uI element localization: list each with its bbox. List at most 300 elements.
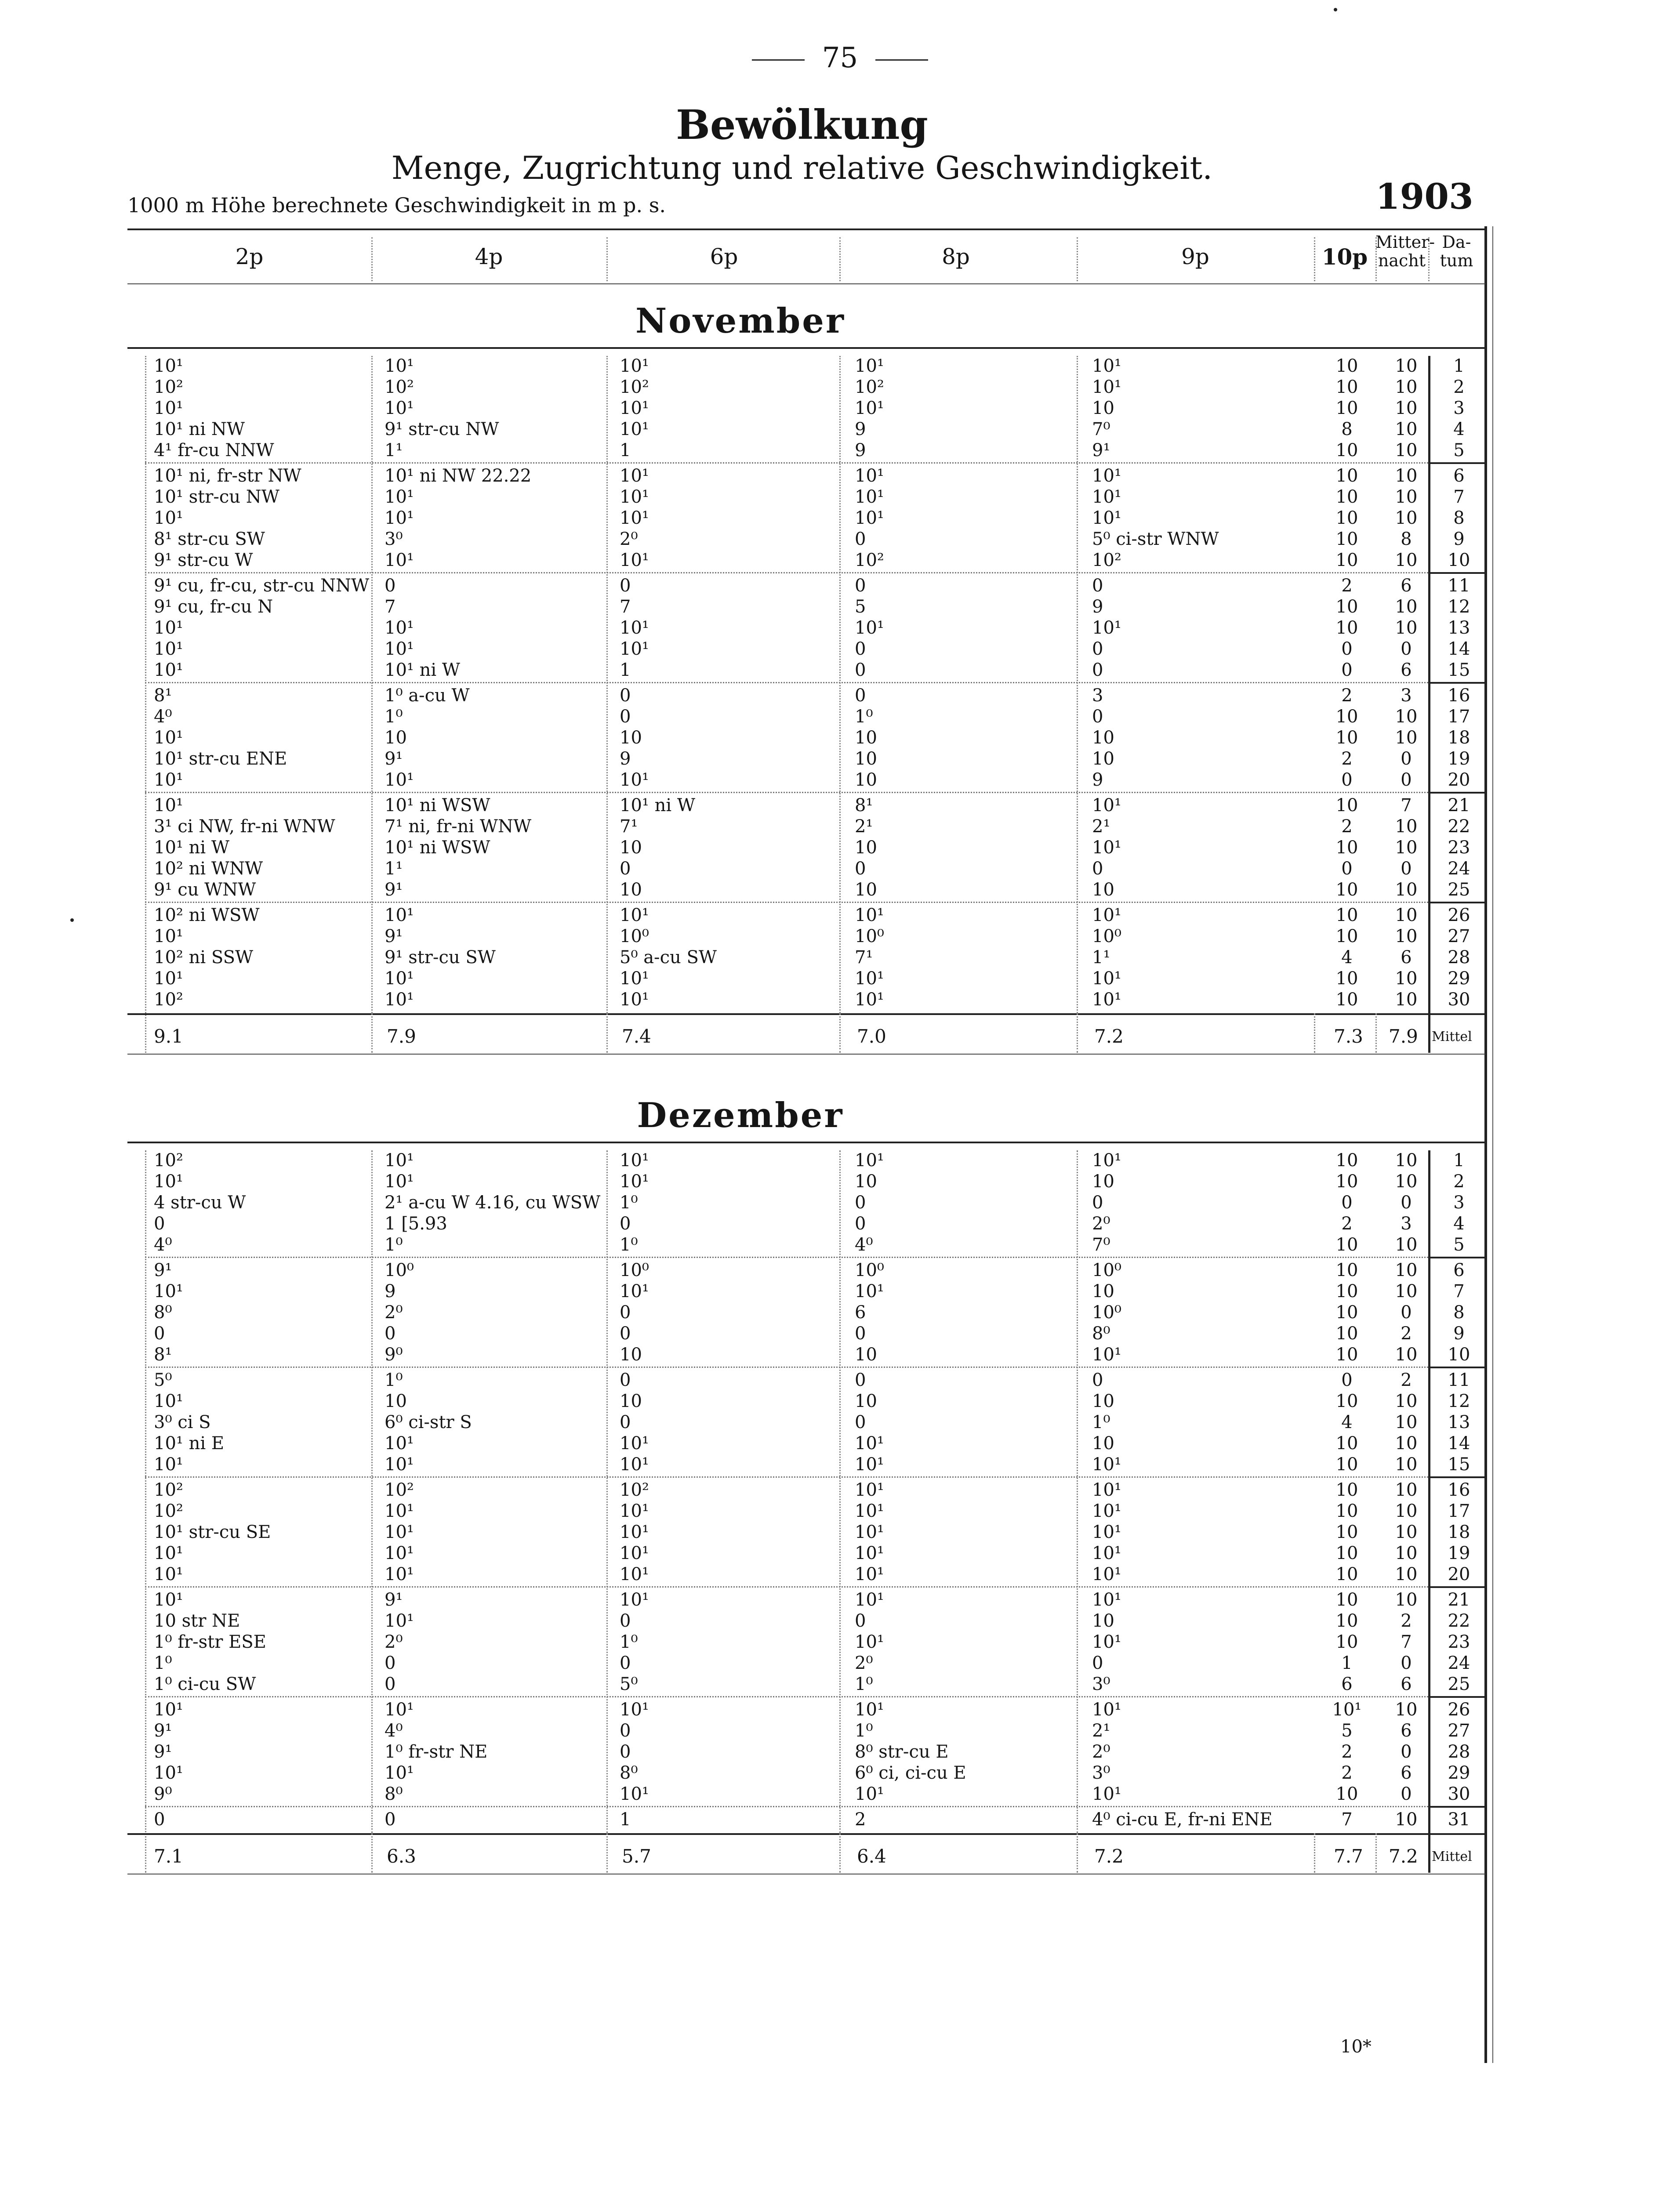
date: 16 xyxy=(1448,1480,1470,1500)
column-divider xyxy=(1077,1013,1078,1053)
cloud-cell: 10¹ xyxy=(385,1454,414,1475)
cloud-cell: 10 xyxy=(855,1391,877,1411)
month-rule xyxy=(127,1142,1485,1143)
monthly-mean: 7.2 xyxy=(1094,1845,1124,1867)
column-divider xyxy=(1077,1833,1078,1873)
cloud-10p: 8 xyxy=(1341,419,1353,439)
cloud-cell: 10¹ xyxy=(855,356,884,376)
date: 30 xyxy=(1448,990,1470,1010)
cloud-cell: 10¹ xyxy=(620,639,649,659)
cloud-10p: 4 xyxy=(1341,1412,1353,1432)
cloud-midnight: 7 xyxy=(1401,1632,1412,1652)
cloud-cell: 10¹ xyxy=(855,1564,884,1584)
cloud-cell: 2¹ xyxy=(1092,816,1110,837)
cloud-cell: 10¹ ni, fr-str NW xyxy=(154,466,301,486)
cloud-cell: 10¹ xyxy=(154,728,183,748)
date: 13 xyxy=(1448,1412,1470,1432)
cloud-cell: 10¹ xyxy=(385,905,414,925)
column-divider xyxy=(839,1150,841,1833)
pentad-divider-date xyxy=(1428,1696,1485,1698)
cloud-cell: 10² ni SSW xyxy=(154,947,254,968)
cloud-midnight: 0 xyxy=(1401,770,1412,790)
cloud-cell: 1⁰ xyxy=(385,1370,403,1390)
year: 1903 xyxy=(1375,176,1473,217)
date: 2 xyxy=(1453,1171,1465,1192)
cloud-cell: 10² xyxy=(855,550,884,570)
cloud-midnight: 2 xyxy=(1401,1370,1412,1390)
cloud-cell: 10¹ xyxy=(154,926,183,946)
cloud-10p: 10 xyxy=(1335,968,1358,989)
date: 3 xyxy=(1453,1193,1465,1213)
cloud-cell: 2⁰ xyxy=(1092,1214,1110,1234)
cloud-cell: 10¹ xyxy=(1092,1700,1121,1720)
cloud-cell: 10¹ xyxy=(620,990,649,1010)
date: 22 xyxy=(1448,1611,1470,1631)
cloud-cell: 10 xyxy=(1092,728,1114,748)
cloud-cell: 4 str-cu W xyxy=(154,1193,246,1213)
cloud-10p: 10 xyxy=(1335,1480,1358,1500)
height-note: 1000 m Höhe berechnete Geschwindigkeit in m p. s. xyxy=(127,193,666,217)
pentad-divider-date xyxy=(1428,1367,1485,1368)
cloud-cell: 2⁰ xyxy=(1092,1742,1110,1762)
cloud-cell: 10¹ xyxy=(1092,905,1121,925)
cloud-cell: 10¹ xyxy=(620,1171,649,1192)
cloud-10p: 2 xyxy=(1341,749,1353,769)
cloud-cell: 10⁰ xyxy=(620,926,649,946)
cloud-cell: 10¹ ni W xyxy=(154,837,230,858)
pentad-divider-date xyxy=(1428,1257,1485,1258)
cloud-cell: 10¹ xyxy=(154,398,183,418)
cloud-cell: 10¹ xyxy=(855,508,884,528)
cloud-cell: 10⁰ xyxy=(1092,1260,1121,1280)
date: 2 xyxy=(1453,377,1465,397)
monthly-mean: 6.3 xyxy=(387,1845,416,1867)
cloud-cell: 10¹ xyxy=(154,508,183,528)
date: 7 xyxy=(1453,1281,1465,1302)
cloud-cell: 4⁰ xyxy=(154,1235,172,1255)
cloud-cell: 10⁰ xyxy=(620,1260,649,1280)
cloud-cell: 0 xyxy=(855,576,866,596)
cloud-cell: 10¹ xyxy=(154,1543,183,1563)
monthly-mean: 7.1 xyxy=(154,1845,183,1867)
cloud-midnight: 10 xyxy=(1395,1260,1418,1280)
cloud-midnight: 10 xyxy=(1395,508,1418,528)
cloud-cell: 10² xyxy=(1092,550,1121,570)
cloud-cell: 0 xyxy=(620,1412,631,1432)
cloud-10p: 6 xyxy=(1341,1674,1353,1694)
cloud-cell: 10¹ xyxy=(1092,1480,1121,1500)
cloud-10p: 10 xyxy=(1335,880,1358,900)
cloud-midnight: 0 xyxy=(1401,749,1412,769)
monthly-mean-10p: 7.3 xyxy=(1334,1026,1363,1047)
pentad-divider xyxy=(145,462,1428,464)
pentad-divider-date xyxy=(1428,902,1485,903)
cloud-cell: 1⁰ xyxy=(620,1632,638,1652)
cloud-cell: 10¹ xyxy=(1092,968,1121,989)
cloud-cell: 7¹ xyxy=(620,816,638,837)
cloud-cell: 1⁰ xyxy=(154,1653,172,1673)
cloud-cell: 6 xyxy=(855,1302,866,1323)
cloud-cell: 10¹ xyxy=(385,1150,414,1171)
cloud-cell: 1⁰ xyxy=(620,1235,638,1255)
cloud-cell: 10¹ xyxy=(620,550,649,570)
cloud-cell: 10¹ xyxy=(1092,466,1121,486)
monthly-mean-midnight: 7.9 xyxy=(1389,1026,1418,1047)
cloud-midnight: 10 xyxy=(1395,1590,1418,1610)
column-divider xyxy=(371,1013,373,1053)
cloud-cell: 10¹ xyxy=(385,1700,414,1720)
date: 24 xyxy=(1448,859,1470,879)
cloud-10p: 10 xyxy=(1335,728,1358,748)
cloud-cell: 9¹ str-cu SW xyxy=(385,947,496,968)
date: 26 xyxy=(1448,905,1470,925)
cloud-cell: 1⁰ xyxy=(620,1193,638,1213)
cloud-midnight: 10 xyxy=(1395,1150,1418,1171)
cloud-cell: 10 xyxy=(620,837,642,858)
cloud-cell: 10¹ xyxy=(855,1501,884,1521)
date: 29 xyxy=(1448,968,1470,989)
cloud-10p: 10 xyxy=(1335,1260,1358,1280)
cloud-cell: 10¹ xyxy=(1092,1784,1121,1804)
cloud-10p: 10 xyxy=(1335,529,1358,549)
cloud-cell: 10¹ xyxy=(1092,618,1121,638)
cloud-cell: 10¹ ni W xyxy=(620,795,696,816)
cloud-cell: 0 xyxy=(1092,1193,1103,1213)
cloud-midnight: 10 xyxy=(1395,880,1418,900)
cloud-cell: 10¹ ni E xyxy=(154,1433,225,1454)
cloud-cell: 10 xyxy=(620,1345,642,1365)
cloud-cell: 10¹ xyxy=(855,1784,884,1804)
cloud-cell: 0 xyxy=(855,1323,866,1344)
cloud-cell: 7 xyxy=(385,597,396,617)
cloud-midnight: 10 xyxy=(1395,1171,1418,1192)
cloud-cell: 0 xyxy=(385,1653,396,1673)
cloud-midnight: 0 xyxy=(1401,1653,1412,1673)
cloud-10p: 5 xyxy=(1341,1721,1353,1741)
page-subtitle: Menge, Zugrichtung und relative Geschwindigkeit. xyxy=(391,149,1213,186)
date: 15 xyxy=(1448,1454,1470,1475)
cloud-cell: 10² xyxy=(154,1150,183,1171)
cloud-cell: 0 xyxy=(1092,576,1103,596)
cloud-cell: 3⁰ xyxy=(1092,1674,1110,1694)
cloud-10p: 10 xyxy=(1335,377,1358,397)
date: 27 xyxy=(1448,926,1470,946)
cloud-cell: 10¹ xyxy=(385,1763,414,1783)
cloud-cell: 10¹ xyxy=(855,968,884,989)
cloud-cell: 10¹ xyxy=(620,398,649,418)
footer-note: 10* xyxy=(1340,2037,1372,2057)
cloud-cell: 4⁰ ci-cu E, fr-ni ENE xyxy=(1092,1809,1273,1830)
cloud-cell: 0 xyxy=(620,1721,631,1741)
cloud-midnight: 10 xyxy=(1395,466,1418,486)
column-header-9p: 9p xyxy=(1181,244,1209,269)
cloud-midnight: 3 xyxy=(1401,685,1412,706)
header-rule-bottom xyxy=(127,283,1485,284)
cloud-cell: 3 xyxy=(1092,685,1103,706)
cloud-cell: 9¹ xyxy=(385,880,403,900)
cloud-cell: 1¹ xyxy=(1092,947,1110,968)
column-divider xyxy=(1375,1013,1377,1053)
cloud-10p: 10 xyxy=(1335,707,1358,727)
pentad-divider xyxy=(145,1476,1428,1478)
cloud-cell: 10¹ xyxy=(620,905,649,925)
cloud-cell: 10¹ xyxy=(620,1543,649,1563)
cloud-cell: 10² xyxy=(855,377,884,397)
cloud-cell: 10¹ xyxy=(154,1590,183,1610)
cloud-cell: 10 xyxy=(855,749,877,769)
date: 27 xyxy=(1448,1721,1470,1741)
cloud-cell: 10¹ xyxy=(620,356,649,376)
column-divider xyxy=(145,356,146,1053)
cloud-cell: 1⁰ xyxy=(855,1674,873,1694)
cloud-cell: 0 xyxy=(1092,1370,1103,1390)
page-number xyxy=(0,42,1680,74)
cloud-cell: 10¹ xyxy=(1092,356,1121,376)
date: 8 xyxy=(1453,508,1465,528)
cloud-cell: 10¹ xyxy=(385,618,414,638)
pentad-divider-date xyxy=(1428,462,1485,464)
cloud-cell: 8⁰ xyxy=(1092,1323,1110,1344)
cloud-midnight: 10 xyxy=(1395,1809,1418,1830)
cloud-cell: 10¹ xyxy=(154,795,183,816)
cloud-midnight: 6 xyxy=(1401,1674,1412,1694)
cloud-cell: 10¹ ni W xyxy=(385,660,461,680)
column-divider xyxy=(145,1150,146,1873)
pentad-divider xyxy=(145,1696,1428,1697)
cloud-cell: 10¹ xyxy=(385,1171,414,1192)
cloud-midnight: 10 xyxy=(1395,377,1418,397)
cloud-cell: 10¹ xyxy=(385,1501,414,1521)
cloud-cell: 0 xyxy=(620,1302,631,1323)
cloud-midnight: 3 xyxy=(1401,1214,1412,1234)
pentad-divider xyxy=(145,1367,1428,1368)
date: 19 xyxy=(1448,749,1470,769)
cloud-10p: 10 xyxy=(1335,1632,1358,1652)
cloud-cell: 10¹ xyxy=(855,1590,884,1610)
date: 4 xyxy=(1453,419,1465,439)
cloud-midnight: 0 xyxy=(1401,639,1412,659)
cloud-midnight: 10 xyxy=(1395,707,1418,727)
cloud-cell: 10¹ xyxy=(620,618,649,638)
cloud-10p: 10 xyxy=(1335,1501,1358,1521)
cloud-cell: 5⁰ a-cu SW xyxy=(620,947,717,968)
cloud-cell: 10¹ ni WSW xyxy=(385,795,490,816)
date: 20 xyxy=(1448,1564,1470,1584)
cloud-10p: 10 xyxy=(1335,990,1358,1010)
date: 9 xyxy=(1453,1323,1465,1344)
cloud-cell: 10¹ xyxy=(1092,1345,1121,1365)
cloud-10p: 10 xyxy=(1335,1611,1358,1631)
cloud-midnight: 10 xyxy=(1395,550,1418,570)
cloud-cell: 1⁰ fr-str NE xyxy=(385,1742,488,1762)
cloud-cell: 10¹ xyxy=(154,1281,183,1302)
column-header-8p: 8p xyxy=(942,244,970,269)
cloud-midnight: 2 xyxy=(1401,1611,1412,1631)
cloud-cell: 1⁰ ci-cu SW xyxy=(154,1674,256,1694)
cloud-cell: 10 xyxy=(855,770,877,790)
cloud-cell: 0 xyxy=(620,576,631,596)
cloud-cell: 10² ni WSW xyxy=(154,905,260,925)
date: 11 xyxy=(1448,576,1470,596)
cloud-cell: 10¹ xyxy=(855,618,884,638)
cloud-cell: 10² xyxy=(154,377,183,397)
cloud-cell: 10¹ xyxy=(1092,508,1121,528)
cloud-cell: 10¹ xyxy=(1092,1543,1121,1563)
cloud-midnight: 10 xyxy=(1395,1522,1418,1542)
cloud-cell: 10¹ xyxy=(1092,990,1121,1010)
date: 20 xyxy=(1448,770,1470,790)
cloud-cell: 10¹ xyxy=(385,1522,414,1542)
cloud-cell: 5⁰ xyxy=(154,1370,172,1390)
cloud-10p: 7 xyxy=(1341,1809,1353,1830)
column-header-6p: 6p xyxy=(710,244,738,269)
cloud-cell: 0 xyxy=(1092,1653,1103,1673)
cloud-cell: 10¹ xyxy=(385,1543,414,1563)
cloud-cell: 10 xyxy=(855,1171,877,1192)
cloud-cell: 0 xyxy=(154,1214,165,1234)
column-divider xyxy=(371,1150,373,1833)
table-frame-right xyxy=(1484,226,1487,2063)
cloud-cell: 6⁰ ci-str S xyxy=(385,1412,472,1432)
cloud-cell: 1⁰ fr-str ESE xyxy=(154,1632,266,1652)
cloud-cell: 3¹ ci NW, fr-ni WNW xyxy=(154,816,335,837)
cloud-midnight: 10 xyxy=(1395,1564,1418,1584)
cloud-cell: 7⁰ xyxy=(1092,419,1110,439)
cloud-cell: 4¹ fr-cu NNW xyxy=(154,440,274,460)
cloud-cell: 1⁰ xyxy=(385,707,403,727)
cloud-10p: 10 xyxy=(1335,1150,1358,1171)
cloud-cell: 10¹ xyxy=(855,1433,884,1454)
cloud-cell: 7 xyxy=(620,597,631,617)
column-divider xyxy=(839,1833,841,1873)
cloud-cell: 10¹ xyxy=(154,1171,183,1192)
cloud-cell: 0 xyxy=(620,1742,631,1762)
column-divider xyxy=(606,1013,608,1053)
cloud-10p: 10 xyxy=(1335,398,1358,418)
cloud-cell: 0 xyxy=(1092,859,1103,879)
cloud-cell: 10¹ xyxy=(620,1281,649,1302)
cloud-midnight: 0 xyxy=(1401,1193,1412,1213)
cloud-cell: 0 xyxy=(855,1412,866,1432)
date: 5 xyxy=(1453,440,1465,460)
cloud-cell: 2¹ xyxy=(855,816,873,837)
cloud-cell: 10¹ xyxy=(385,1611,414,1631)
monthly-mean: 5.7 xyxy=(622,1845,651,1867)
cloud-cell: 10¹ xyxy=(1092,487,1121,507)
cloud-cell: 10¹ xyxy=(620,1501,649,1521)
cloud-cell: 9⁰ xyxy=(385,1345,403,1365)
column-header-4p: 4p xyxy=(475,244,503,269)
cloud-cell: 10¹ xyxy=(1092,1522,1121,1542)
cloud-cell: 10¹ xyxy=(385,1433,414,1454)
date: 1 xyxy=(1453,356,1465,376)
cloud-cell: 10 xyxy=(1092,749,1114,769)
cloud-cell: 0 xyxy=(1092,660,1103,680)
cloud-cell: 3⁰ ci S xyxy=(154,1412,211,1432)
cloud-cell: 10¹ xyxy=(855,398,884,418)
cloud-10p: 0 xyxy=(1341,1193,1353,1213)
cloud-cell: 7⁰ xyxy=(1092,1235,1110,1255)
cloud-cell: 0 xyxy=(620,1611,631,1631)
cloud-midnight: 10 xyxy=(1395,1433,1418,1454)
cloud-cell: 10¹ xyxy=(385,398,414,418)
pentad-divider-date xyxy=(1428,682,1485,684)
cloud-cell: 2⁰ xyxy=(385,1632,403,1652)
cloud-cell: 0 xyxy=(855,639,866,659)
date: 8 xyxy=(1453,1302,1465,1323)
cloud-10p: 2 xyxy=(1341,685,1353,706)
cloud-midnight: 10 xyxy=(1395,1412,1418,1432)
column-header-10p: 10p xyxy=(1321,244,1368,270)
date: 11 xyxy=(1448,1370,1470,1390)
cloud-cell: 8⁰ str-cu E xyxy=(855,1742,949,1762)
cloud-cell: 10¹ xyxy=(1092,1632,1121,1652)
pentad-divider-date xyxy=(1428,1806,1485,1808)
cloud-cell: 10¹ xyxy=(620,1150,649,1171)
cloud-10p: 2 xyxy=(1341,1742,1353,1762)
cloud-cell: 10⁰ xyxy=(1092,926,1121,946)
date: 9 xyxy=(1453,529,1465,549)
cloud-midnight: 10 xyxy=(1395,1480,1418,1500)
cloud-cell: 0 xyxy=(1092,639,1103,659)
cloud-midnight: 10 xyxy=(1395,905,1418,925)
cloud-cell: 8⁰ xyxy=(385,1784,403,1804)
pentad-divider xyxy=(145,572,1428,573)
cloud-10p: 10 xyxy=(1335,1522,1358,1542)
date: 3 xyxy=(1453,398,1465,418)
cloud-cell: 10¹ ni NW 22.22 xyxy=(385,466,532,486)
cloud-10p: 10 xyxy=(1335,1433,1358,1454)
cloud-10p: 10 xyxy=(1335,597,1358,617)
cloud-cell: 9 xyxy=(1092,770,1103,790)
cloud-cell: 10² xyxy=(154,1501,183,1521)
cloud-cell: 10⁰ xyxy=(1092,1302,1121,1323)
date: 1 xyxy=(1453,1150,1465,1171)
cloud-midnight: 6 xyxy=(1401,1721,1412,1741)
cloud-cell: 7¹ xyxy=(855,947,873,968)
cloud-10p: 10 xyxy=(1335,1590,1358,1610)
cloud-cell: 10 xyxy=(1092,1281,1114,1302)
cloud-cell: 4⁰ xyxy=(855,1235,873,1255)
cloud-cell: 10¹ xyxy=(620,487,649,507)
date-divider xyxy=(1428,356,1430,1053)
cloud-midnight: 10 xyxy=(1395,1235,1418,1255)
cloud-cell: 10¹ xyxy=(1092,1590,1121,1610)
cloud-cell: 10¹ xyxy=(385,356,414,376)
cloud-cell: 10 xyxy=(620,880,642,900)
cloud-cell: 10⁰ xyxy=(385,1260,414,1280)
cloud-cell: 10¹ xyxy=(855,1281,884,1302)
pentad-divider-date xyxy=(1428,792,1485,794)
column-divider xyxy=(839,356,841,1013)
cloud-cell: 10¹ xyxy=(385,990,414,1010)
cloud-midnight: 10 xyxy=(1395,356,1418,376)
cloud-10p: 2 xyxy=(1341,816,1353,837)
divider xyxy=(875,59,928,61)
date: 13 xyxy=(1448,618,1470,638)
pentad-divider xyxy=(145,1586,1428,1588)
pentad-divider xyxy=(145,792,1428,793)
date: 12 xyxy=(1448,597,1470,617)
cloud-cell: 9⁰ xyxy=(154,1784,172,1804)
cloud-cell: 10¹ xyxy=(385,508,414,528)
cloud-cell: 10¹ xyxy=(855,1454,884,1475)
cloud-cell: 9 xyxy=(620,749,631,769)
date-divider xyxy=(1428,1150,1430,1873)
date: 28 xyxy=(1448,1742,1470,1762)
cloud-midnight: 10 xyxy=(1395,1454,1418,1475)
cloud-cell: 10¹ xyxy=(154,1564,183,1584)
